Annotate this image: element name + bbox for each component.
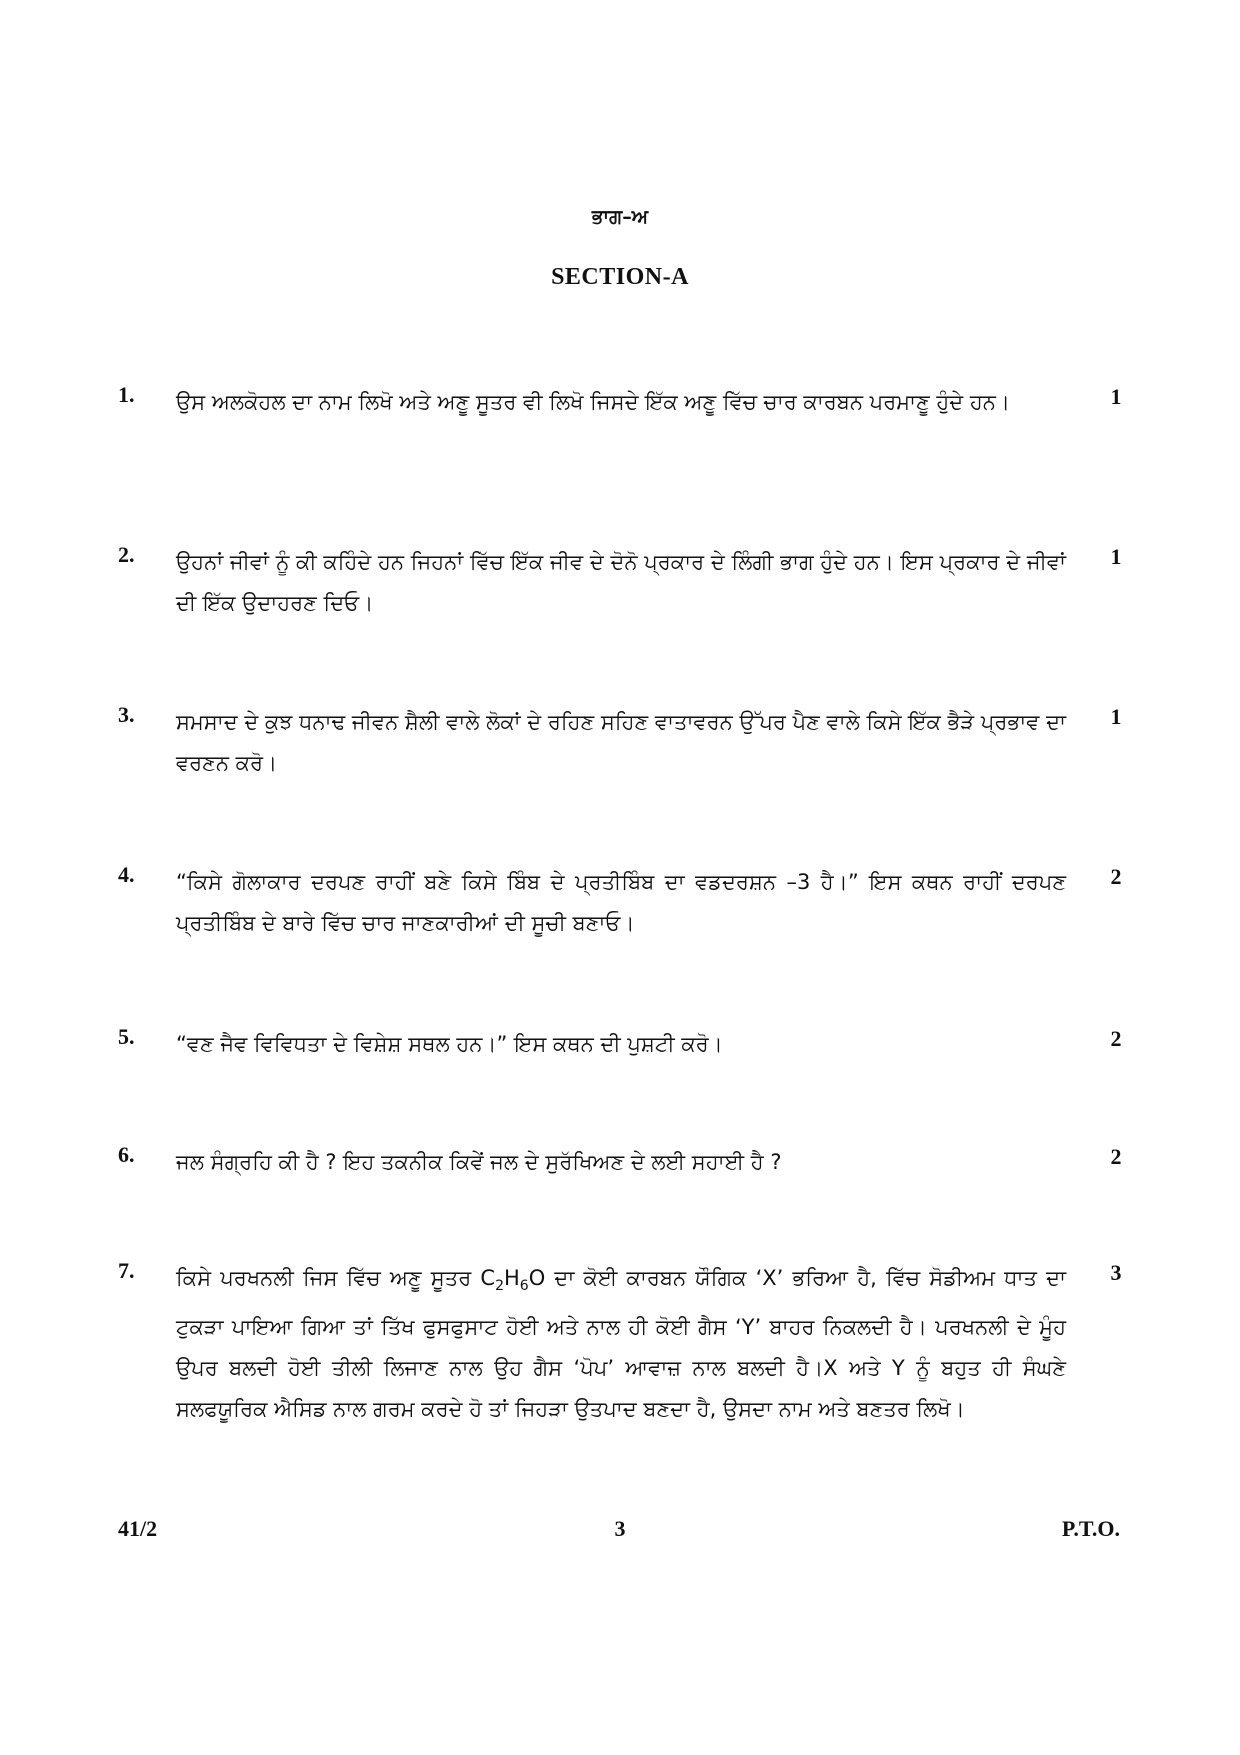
question-number: 7.	[118, 1258, 135, 1283]
question-marks: 1	[1110, 384, 1122, 409]
question-number: 3.	[118, 702, 135, 727]
question-text: “ਵਣ ਜੈਵ ਵਿਵਿਧਤਾ ਦੇ ਵਿਸ਼ੇਸ਼ ਸਥਲ ਹਨ।” ਇਸ ਕਥਨ ਦੀ ਪੁਸ਼ਟੀ ਕਰੋ।	[176, 1032, 723, 1056]
question-marks: 2	[1110, 864, 1122, 889]
formula-subscript-c: 2	[495, 1278, 504, 1295]
question-number: 1.	[118, 382, 135, 407]
question-text	[176, 1258, 1066, 1430]
question-marks: 3	[1110, 1260, 1122, 1285]
please-turn-over: P.T.O.	[1061, 1516, 1120, 1541]
question-number: 6.	[118, 1142, 135, 1167]
question-text-part2: H	[504, 1266, 520, 1290]
question-marks: 1	[1110, 704, 1122, 729]
section-title-punjabi: ਭਾਗ–ਅ	[591, 206, 649, 228]
question-text-part1: ਕਿਸੇ ਪਰਖਨਲੀ ਜਿਸ ਵਿੱਚ ਅਣੂ ਸੂਤਰ C	[176, 1266, 496, 1290]
question-text: ਜਲ ਸੰਗ੍ਰਹਿ ਕੀ ਹੈ ? ਇਹ ਤਕਨੀਕ ਕਿਵੇਂ ਜਲ ਦੇ ਸੁਰੱਖਿਅਣ ਦੇ ਲਈ ਸਹਾਈ ਹੈ ?	[176, 1150, 782, 1174]
question-number: 5.	[118, 1024, 135, 1049]
question-text: ਉਹਨਾਂ ਜੀਵਾਂ ਨੂੰ ਕੀ ਕਹਿੰਦੇ ਹਨ ਜਿਹਨਾਂ ਵਿੱਚ ਇੱਕ ਜੀਵ ਦੇ ਦੋਨੋ ਪ੍ਰਕਾਰ ਦੇ ਲਿੰਗੀ ਭਾਗ ਹੁੰਦੇ ਹਨ। ਇਸ ਪ੍ਰਕਾਰ ਦੇ ਜੀਵਾਂ ਦੀ ਇੱਕ ਉਦਾਹਰਣ ਦਿਓ।	[176, 550, 1066, 615]
section-title-english: SECTION-A	[551, 264, 689, 290]
question-text: “ਕਿਸੇ ਗੋਲਾਕਾਰ ਦਰਪਣ ਰਾਹੀਂ ਬਣੇ ਕਿਸੇ ਬਿੰਬ ਦੇ ਪ੍ਰਤੀਬਿੰਬ ਦਾ ਵਡਦਰਸ਼ਨ –3 ਹੈ।” ਇਸ ਕਥਨ ਰਾਹੀਂ ਦਰਪਣ ਪ੍ਰਤੀਬਿੰਬ ਦੇ ਬਾਰੇ ਵਿੱਚ ਚਾਰ ਜਾਣਕਾਰੀਆਂ ਦੀ ਸੂਚੀ ਬਣਾਓ।	[176, 870, 1066, 935]
question-text-part3: O ਦਾ ਕੋਈ ਕਾਰਬਨ ਯੌਗਿਕ ‘X’ ਭਰਿਆ ਹੈ, ਵਿੱਚ ਸੋਡੀਅਮ ਧਾਤ ਦਾ ਟੁਕੜਾ ਪਾਇਆ ਗਿਆ ਤਾਂ ਤਿੱਖ ਫੁਸਫੁਸਾਟ ਹੋਈ ਅਤੇ ਨਾਲ ਹੀ ਕੋਈ ਗੈਸ ‘Y’ ਬਾਹਰ ਨਿਕਲਦੀ ਹੈ। ਪਰਖਨਲੀ ਦੇ ਮੂੰਹ ਉਪਰ ਬਲਦੀ ਹੋਈ ਤੀਲੀ ਲਿਜਾਣ ਨਾਲ ਉਹ ਗੈਸ ‘ਪੋਪ’ ਆਵਾਜ਼ ਨਾਲ ਬਲਦੀ ਹੈ।X ਅਤੇ Y ਨੂੰ ਬਹੁਤ ਹੀ ਸੰਘਣੇ ਸਲਫਯੂਰਿਕ ਐਸਿਡ ਨਾਲ ਗਰਮ ਕਰਦੇ ਹੋ ਤਾਂ ਜਿਹੜਾ ਉਤਪਾਦ ਬਣਦਾ ਹੈ, ਉਸਦਾ ਨਾਮ ਅਤੇ ਬਣਤਰ ਲਿਖੋ।	[176, 1266, 1066, 1422]
question-number: 2.	[118, 542, 135, 567]
question-text: ਸਮਸਾਦ ਦੇ ਕੁਝ ਧਨਾਢ ਜੀਵਨ ਸ਼ੈਲੀ ਵਾਲੇ ਲੋਕਾਂ ਦੇ ਰਹਿਣ ਸਹਿਣ ਵਾਤਾਵਰਨ ਉੱਪਰ ਪੈਣ ਵਾਲੇ ਕਿਸੇ ਇੱਕ ਭੈੜੇ ਪ੍ਰਭਾਵ ਦਾ ਵਰਣਨ ਕਰੋ।	[176, 710, 1066, 775]
question-marks: 2	[1110, 1026, 1122, 1051]
question-number: 4.	[118, 862, 135, 887]
paper-code: 41/2	[118, 1516, 158, 1541]
question-marks: 2	[1110, 1144, 1122, 1169]
formula-subscript-h: 6	[519, 1278, 529, 1295]
page-number: 3	[614, 1516, 626, 1541]
question-text: ਉਸ ਅਲਕੋਹਲ ਦਾ ਨਾਮ ਲਿਖੋ ਅਤੇ ਅਣੂ ਸੂਤਰ ਵੀ ਲਿਖੋ ਜਿਸਦੇ ਇੱਕ ਅਣੂ ਵਿੱਚ ਚਾਰ ਕਾਰਬਨ ਪਰਮਾਣੂ ਹੁੰਦੇ ਹਨ।	[176, 390, 1011, 414]
question-marks: 1	[1110, 544, 1122, 569]
